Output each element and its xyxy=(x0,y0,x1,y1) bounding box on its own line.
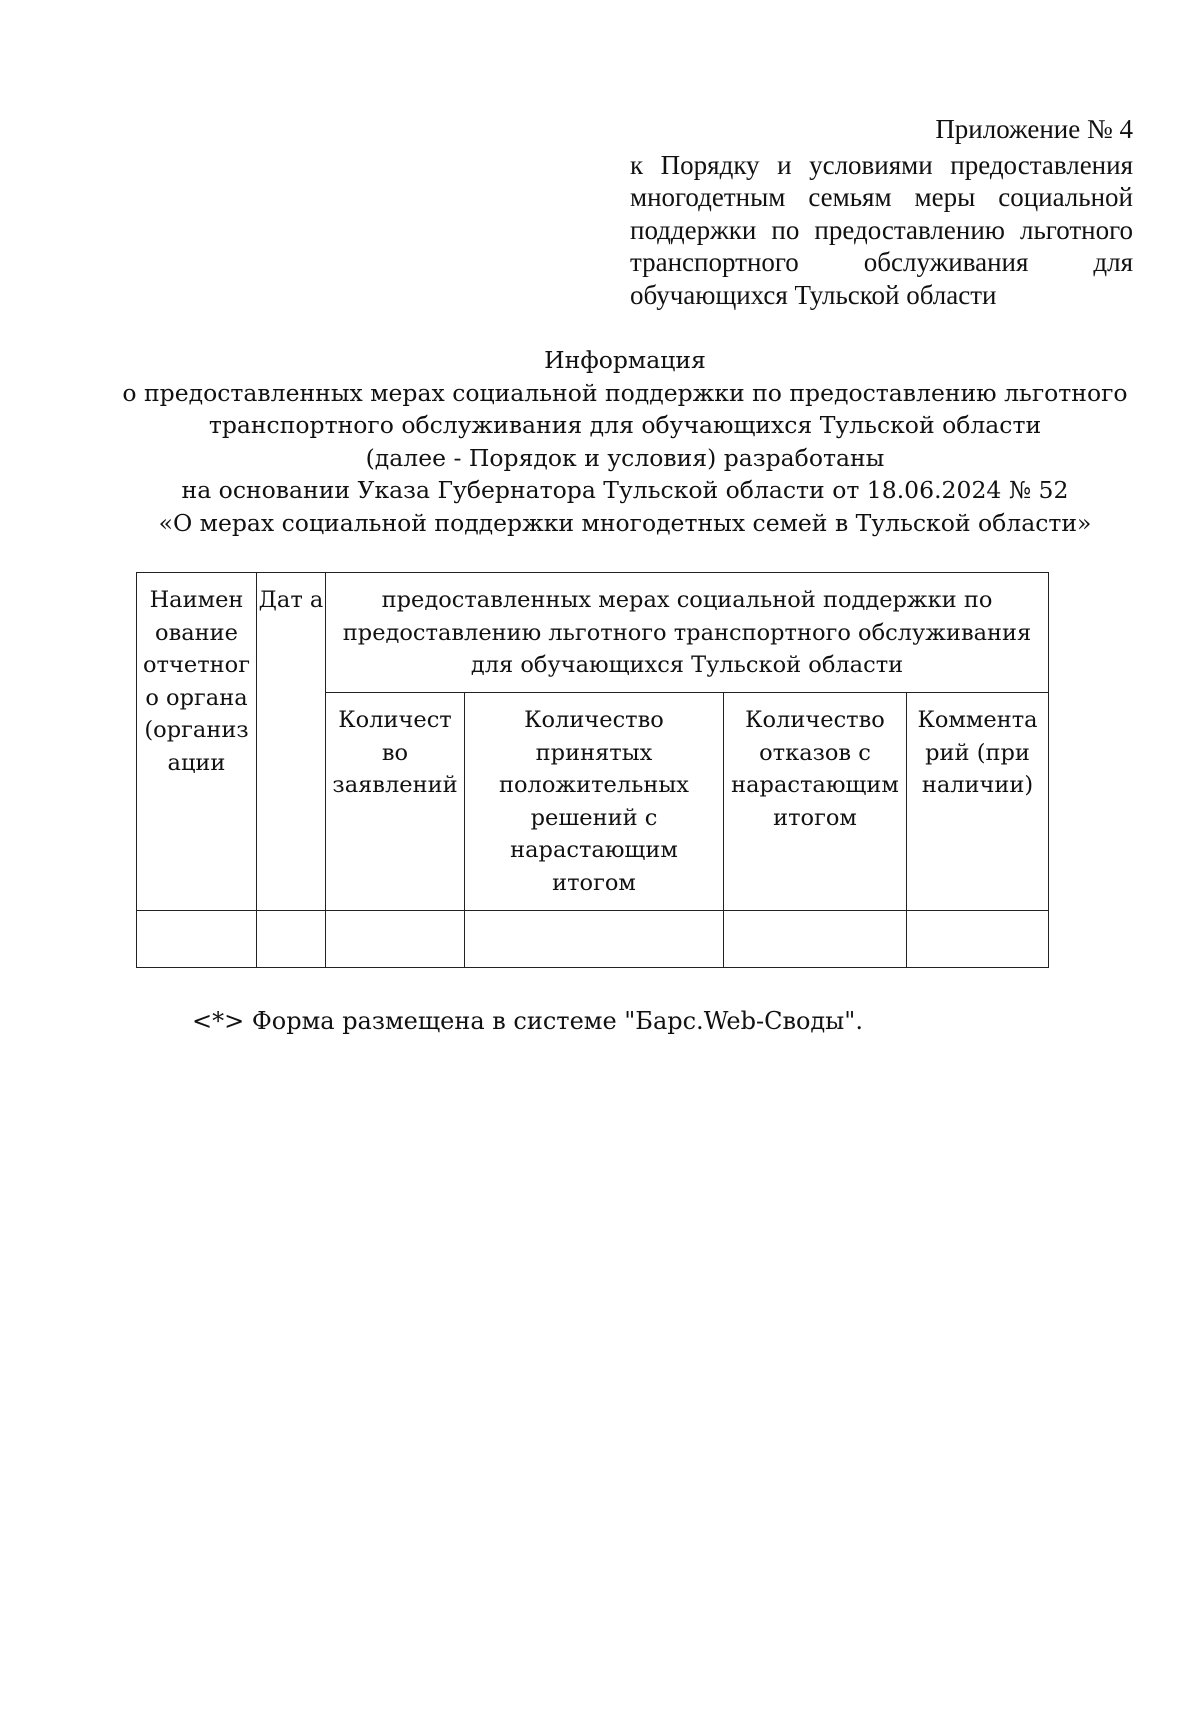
report-table xyxy=(136,572,1049,968)
document-heading xyxy=(100,344,1150,539)
column-header-refusals: Количество отказов с нарастающим итогом xyxy=(724,693,907,911)
table-cell-refusals[interactable] xyxy=(724,911,907,968)
table-cell-organization[interactable] xyxy=(137,911,257,968)
table-cell-date[interactable] xyxy=(257,911,326,968)
appendix-title: Приложение № 4 xyxy=(935,114,1133,144)
column-header-applications: Количест во заявлений xyxy=(326,693,465,911)
table-cell-comment[interactable] xyxy=(907,911,1049,968)
column-header-positive-decisions: Количество принятых положительных решений с нарастающим итогом xyxy=(465,693,724,911)
column-header-organization: Наимен ование отчетног о органа (организ ации xyxy=(137,573,257,911)
heading-line-5: «О мерах социальной поддержки многодетных семей в Тульской области» xyxy=(158,508,1092,537)
appendix-text: к Порядку и условиями предоставления многодетным семьям меры социальной поддержки по предоставлению льготного транспортного обслуживания для обучающихся Тульской области xyxy=(630,149,1133,310)
group-header-support-measures: предоставленных мерах социальной поддержки по предоставлению льготного транспортного обслуживания для обучающихся Тульской области xyxy=(326,573,1049,693)
table-row xyxy=(137,911,1049,968)
column-header-date: Дат а xyxy=(257,573,326,911)
heading-line-3: (далее - Порядок и условия) разработаны xyxy=(365,443,885,472)
heading-line-2: транспортного обслуживания для обучающихся Тульской области xyxy=(208,411,1042,439)
heading-title: Информация xyxy=(544,346,706,374)
table-cell-applications[interactable] xyxy=(326,911,465,968)
heading-line-4: на основании Указа Губернатора Тульской области от 18.06.2024 № 52 xyxy=(181,476,1069,504)
table-cell-positive-decisions[interactable] xyxy=(465,911,724,968)
footnote: <*> Форма размещена в системе "Барс.Web-Своды". xyxy=(192,1007,863,1035)
appendix-block xyxy=(630,113,1133,311)
column-header-comment: Коммента рий (при наличии) xyxy=(907,693,1049,911)
heading-line-1: о предоставленных мерах социальной поддержки по предоставлению льготного xyxy=(122,378,1128,407)
